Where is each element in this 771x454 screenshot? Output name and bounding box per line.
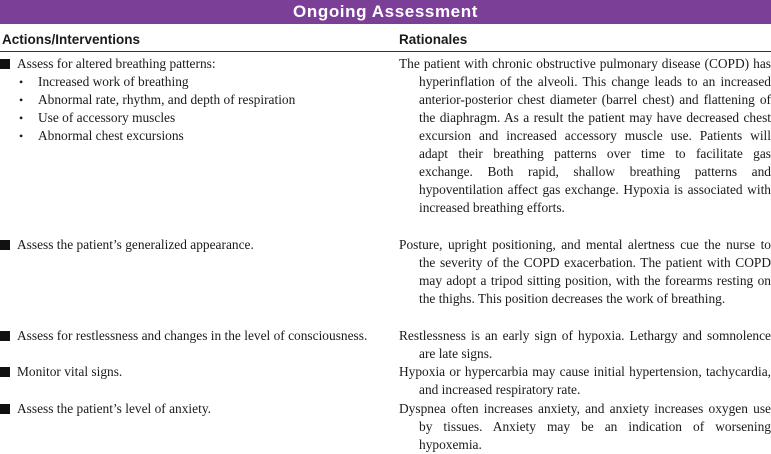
sub-item — [0, 91, 373, 109]
sub-item-text: Abnormal chest excursions — [38, 128, 184, 143]
rationales-column-header: Rationales — [399, 32, 468, 47]
rationale-text: Hypoxia or hypercarbia may cause initial hypertension, tachycardia, and increased respiratory rate. — [399, 364, 771, 397]
actions-column-header: Actions/Interventions — [2, 32, 141, 47]
square-bullet-icon — [0, 59, 10, 69]
action-item — [0, 363, 373, 381]
bullet-icon: • — [19, 75, 24, 89]
action-item — [0, 327, 373, 345]
action-item — [0, 55, 373, 145]
sub-item-text: Increased work of breathing — [38, 74, 189, 89]
square-bullet-icon — [0, 367, 10, 377]
action-text: Monitor vital signs. — [17, 364, 123, 379]
square-bullet-icon — [0, 404, 10, 414]
action-item — [0, 236, 373, 254]
square-bullet-icon — [0, 240, 10, 250]
rationale-text: The patient with chronic obstructive pulmonary disease (COPD) has hyperinflation of the alveoli. This change leads to an increased anterior-posterior chest diameter (barrel chest) and flattening of the diaphragm. As a result the patient may have decreased chest excursion and increased accessory muscle use. Patients will adapt their breathing patterns over time to facilitate gas exchange. Both rapid, shallow breathing patterns and hypoventilation affect gas exchange. Hypoxia is associated with increased breathing efforts. — [399, 56, 771, 215]
rationale-item — [399, 327, 771, 363]
sub-item — [0, 127, 373, 145]
rationale-item — [399, 236, 771, 308]
bullet-icon: • — [19, 129, 24, 143]
sub-item — [0, 73, 373, 91]
rationale-text: Restlessness is an early sign of hypoxia. Lethargy and somnolence are late signs. — [399, 328, 771, 361]
bullet-icon: • — [19, 93, 24, 107]
rationale-item — [399, 400, 771, 454]
action-text: Assess for altered breathing patterns: — [17, 56, 216, 71]
rationale-item — [399, 55, 771, 217]
rationale-text: Posture, upright positioning, and mental alertness cue the nurse to the severity of the COPD exacerbation. The patient with COPD may adopt a tripod sitting position, with the forearms resting on the thighs. This position decreases the work of breathing. — [399, 237, 771, 306]
rationale-text: Dyspnea often increases anxiety, and anxiety increases oxygen use by tissues. Anxiety may be an indication of worsening hypoxemia. — [399, 401, 771, 452]
action-text: Assess the patient’s generalized appearance. — [17, 237, 254, 252]
action-text: Assess for restlessness and changes in the level of consciousness. — [17, 328, 368, 343]
sub-item-text: Abnormal rate, rhythm, and depth of respiration — [38, 92, 296, 107]
action-text: Assess the patient’s level of anxiety. — [17, 401, 211, 416]
action-item — [0, 400, 373, 418]
rationale-item — [399, 363, 771, 399]
sub-item — [0, 109, 373, 127]
square-bullet-icon — [0, 331, 10, 341]
bullet-icon: • — [19, 111, 24, 125]
header-divider — [0, 51, 771, 52]
section-banner: Ongoing Assessment — [0, 0, 771, 24]
sub-item-text: Use of accessory muscles — [38, 110, 176, 125]
